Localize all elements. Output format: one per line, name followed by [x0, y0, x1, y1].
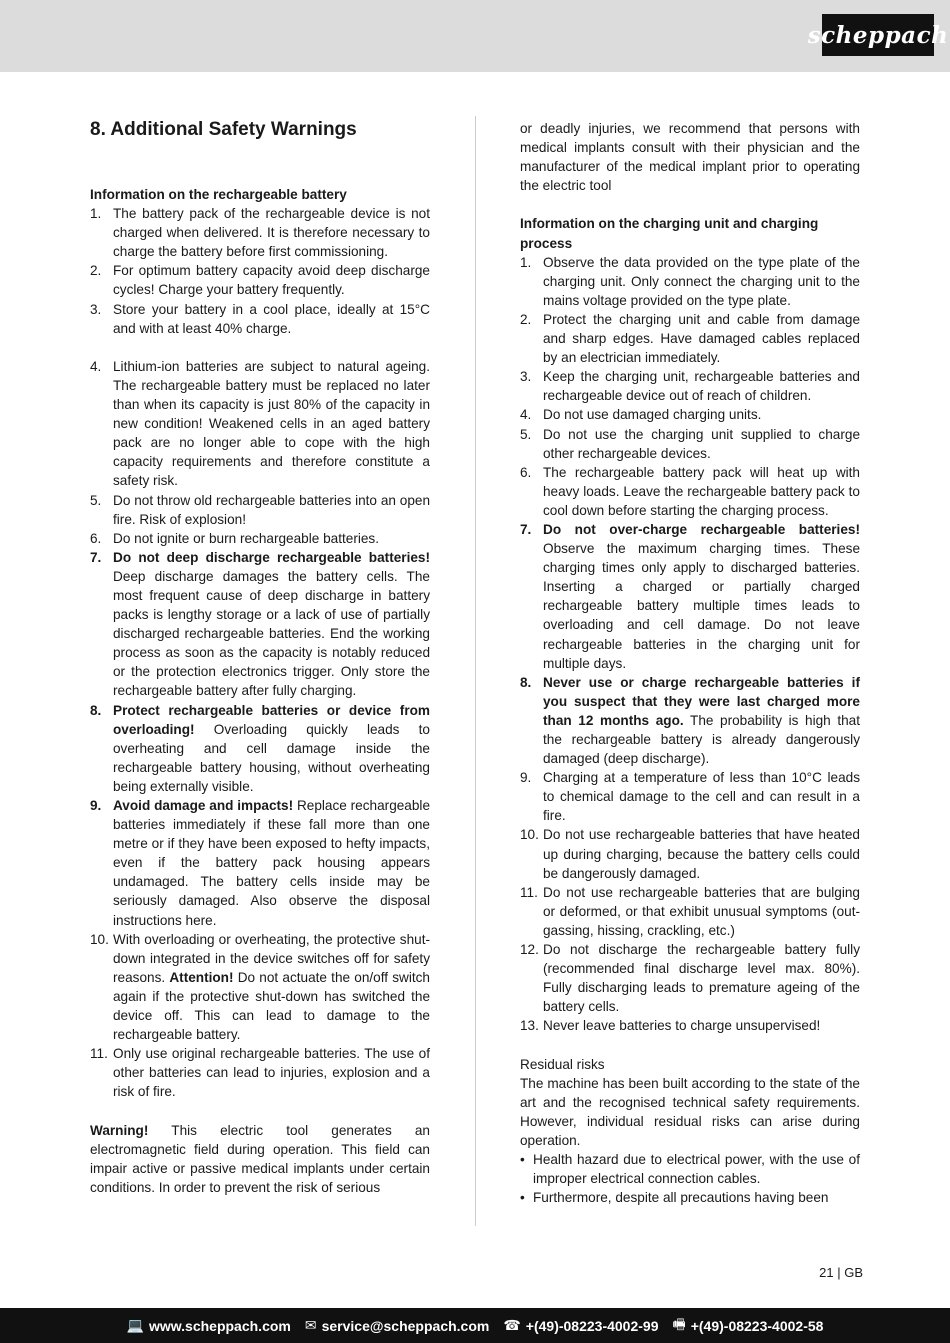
charging-heading: Information on the charging unit and charging process: [520, 216, 819, 251]
scheppach-logo: scheppach: [822, 14, 934, 56]
charging-item-11: 11. Do not use rechargeable batteries that are bulging or deformed, or that exhibit unusual symptoms (out-gassing, hissing, crackling, etc.): [520, 884, 860, 938]
charging-item-10: 10. Do not use rechargeable batteries that have heated up during charging, because the battery cells could be dangerously damaged.: [520, 827, 860, 881]
warning-paragraph: Warning! This electric tool generates an electromagnetic field during operation. This field can impair active or passive medical implants under certain conditions. In order to prevent the risk of serious: [90, 1122, 430, 1195]
right-column: [520, 119, 860, 1207]
column-divider: [475, 116, 476, 1226]
charging-item-13: 13. Never leave batteries to charge unsupervised!: [520, 1018, 821, 1034]
charging-item-3: 3. Keep the charging unit, rechargeable batteries and rechargeable device out of reach of children.: [520, 369, 860, 404]
battery-heading: Information on the rechargeable battery: [90, 187, 347, 202]
charging-item-12: 12. Do not discharge the rechargeable battery fully (recommended final discharge level max. 80%). Fully discharging leads to premature ageing of the battery cells.: [520, 942, 860, 1015]
fax-icon: 🖷: [672, 1315, 686, 1332]
footer-fax: 🖷 +(49)-08223-4002-58: [673, 1314, 824, 1338]
charging-item-4: 4. Do not use damaged charging units.: [520, 407, 762, 423]
battery-item-5: 5. Do not throw old rechargeable batteries into an open fire. Risk of explosion!: [90, 492, 430, 527]
footer-phone: ☎ +(49)-08223-4002-99: [503, 1317, 659, 1334]
battery-item-7: 7. Do not deep discharge rechargeable batteries! Deep discharge damages the battery cells. The most frequent cause of deep discharge in battery packs is lengthy storage or a lack of use of partially discharged rechargeable batteries. End the working process as soon as the capacity is notably reduced or the protection electronics trigger. Only store the rechargeable battery after fully charging.: [90, 549, 430, 699]
residual-bullet-1: • Health hazard due to electrical power, with the use of improper electrical connection cables.: [520, 1152, 860, 1187]
charging-item-6: 6. The rechargeable battery pack will heat up with heavy loads. Leave the rechargeable battery pack to cool down before starting the charging process.: [520, 464, 860, 518]
battery-item-9: 9. Avoid damage and impacts! Replace rechargeable batteries immediately if these fall more than one metre or if they have been exposed to hefty impacts, even if the battery pack housing appears undamaged. The battery cells inside may be seriously damaged. Also observe the disposal instructions here.: [90, 798, 431, 928]
footer-email[interactable]: ✉ service@scheppach.com: [304, 1317, 490, 1334]
battery-item-6: 6. Do not ignite or burn rechargeable batteries.: [90, 530, 379, 546]
charging-item-7: 7. Do not over-charge rechargeable batteries! Observe the maximum charging times. These charging times only apply to discharged batteries. Inserting a charged or partially charged rechargeable battery multiple times leads to overloading and cell damage. Do not leave rechargeable batteries in the charging unit for multiple days.: [520, 521, 860, 671]
computer-icon: 💻: [126, 1317, 144, 1333]
footer-bar: [0, 1308, 950, 1343]
battery-item-4: 4. Lithium-ion batteries are subject to natural ageing. The rechargeable battery must be replaced no later than when its capacity is just 80% of the capacity in new condition! Weakened cells in an aged battery pack are no longer able to cope with the high capacity requirements and therefore constitute a safety risk.: [90, 358, 430, 489]
left-column: [90, 118, 430, 1197]
residual-intro: The machine has been built according to the state of the art and the recognised technical safety requirements. However, individual residual risks can arise during operation.: [520, 1075, 860, 1148]
residual-bullet-2: • Furthermore, despite all precautions having been: [520, 1190, 829, 1206]
footer-website[interactable]: 💻 www.scheppach.com: [126, 1317, 291, 1334]
residual-heading: Residual risks: [520, 1056, 605, 1072]
battery-item-10: 10. With overloading or overheating, the protective shut-down integrated in the device switches off for safety reasons. Attention! Do not actuate the on/off switch again if the protective shut-down has switched the device off. This can lead to damage to the rechargeable battery.: [90, 931, 430, 1043]
charging-item-1: 1. Observe the data provided on the type plate of the charging unit. Only connect the charging unit to the mains voltage provided on the type plate.: [520, 254, 860, 308]
battery-item-8: 8. Protect rechargeable batteries or device from overloading! Overloading quickly leads to overheating and cell damage inside the rechargeable battery housing, without overheating being externally visible.: [90, 702, 430, 794]
warning-continued: or deadly injuries, we recommend that persons with medical implants consult with their physician and the manufacturer of the medical implant prior to operating the electric tool: [520, 121, 860, 194]
battery-item-11: 11. Only use original rechargeable batteries. The use of other batteries can lead to injuries, explosion and a risk of fire.: [90, 1046, 430, 1100]
battery-item-1: 1. The battery pack of the rechargeable device is not charged when delivered. It is therefore necessary to charge the battery before first commissioning.: [90, 206, 430, 260]
section-title: 8. Additional Safety Warnings: [90, 119, 357, 140]
battery-item-3: 3. Store your battery in a cool place, ideally at 15°C and with at least 40% charge.: [90, 301, 430, 336]
mail-icon: ✉: [304, 1317, 317, 1333]
battery-item-2: 2. For optimum battery capacity avoid deep discharge cycles! Charge your battery frequently.: [90, 263, 430, 298]
charging-item-2: 2. Protect the charging unit and cable from damage and sharp edges. Have damaged cables replaced by an electrician immediately.: [520, 311, 860, 366]
phone-icon: ☎: [503, 1317, 521, 1333]
charging-item-8: 8. Never use or charge rechargeable batteries if you suspect that they were last charged more than 12 months ago. The probability is high that the rechargeable battery is already dangerously damaged (deep discharge).: [520, 674, 860, 767]
charging-item-9: 9. Charging at a temperature of less than 10°C leads to chemical damage to the cell and can result in a fire.: [520, 770, 860, 824]
header-bar: [0, 0, 950, 72]
charging-item-5: 5. Do not use the charging unit supplied to charge other rechargeable devices.: [520, 426, 860, 461]
page-number: 21 | GB: [819, 1265, 863, 1280]
